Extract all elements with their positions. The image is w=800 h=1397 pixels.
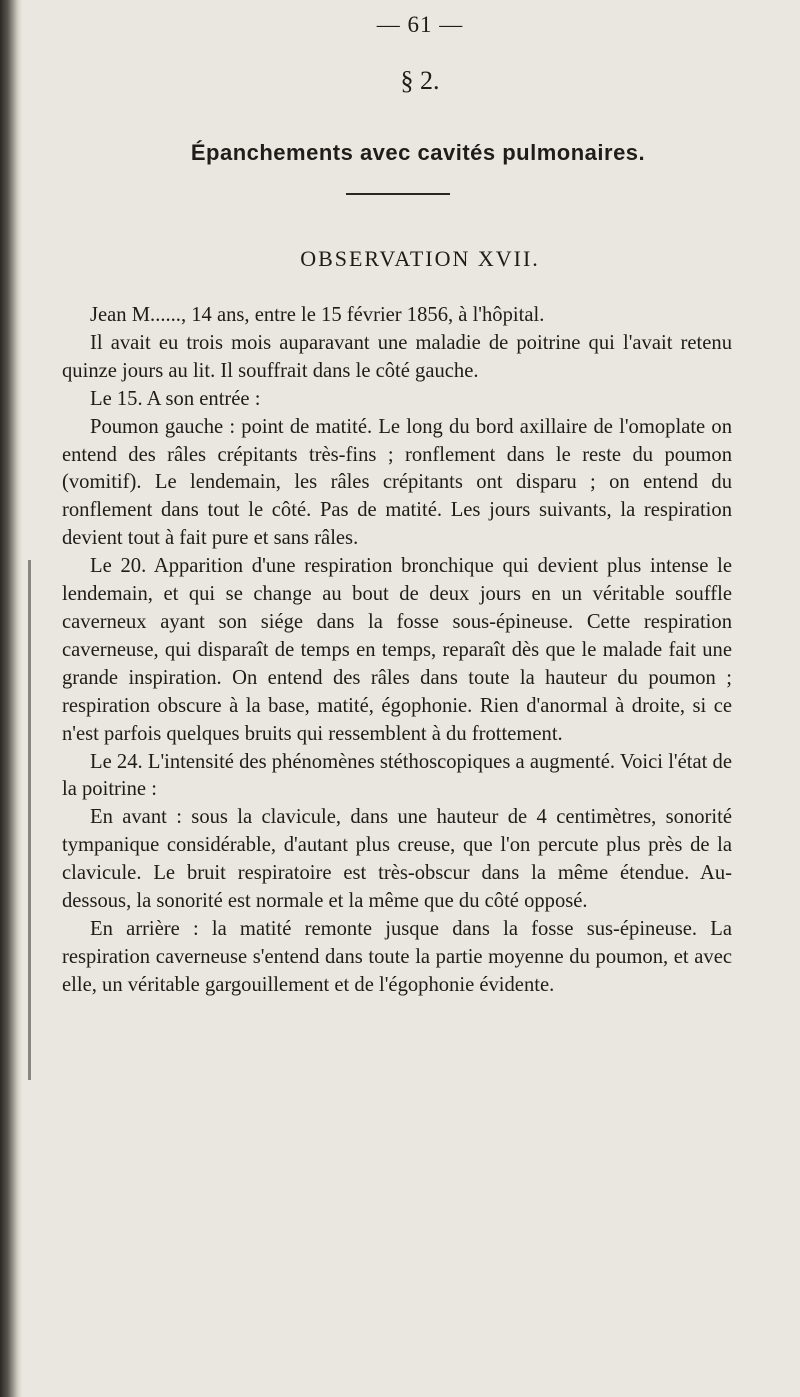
page-number: — 61 — (376, 12, 464, 37)
body-text (62, 302, 732, 1000)
paragraph: Le 20. Apparition d'une respiration bronchique qui devient plus intense le lendemain, et qui se change au bout de deux jours en un véritable souffle caverneux ayant son siége dans la fosse sous-épineuse. Cette respiration caverneuse, qui disparaît de temps en temps, reparaît dès que le malade fait une grande inspiration. On entend des râles dans toute la hauteur du poumon ; respiration obscure à la base, matité, égophonie. Rien d'anormal à droite, si ce n'est parfois quelques bruits qui ressemblent à du frottement. (62, 555, 732, 745)
chapter-title: Épanchements avec cavités pulmonaires. (190, 140, 646, 165)
paragraph: Poumon gauche : point de matité. Le long du bord axillaire de l'omoplate on entend des râles crépitants très-fins ; ronflement dans le reste du poumon (vomitif). Le lendemain, les râles crépitants ont disparu ; on entend du ronflement dans tout le côté. Pas de matité. Les jours suivants, la respiration devient tout à fait pure et sans râles. (62, 415, 732, 550)
paragraph: En avant : sous la clavicule, dans une hauteur de 4 centimètres, sonorité tympanique considérable, d'autant plus creuse, que l'on percute plus près de la clavicule. Le bruit respiratoire est très-obscur dans la même étendue. Au-dessous, la sonorité est normale et la même que du côté opposé. (62, 806, 732, 913)
section-number: § 2. (400, 66, 440, 95)
paragraph: Le 15. A son entrée : (90, 387, 261, 410)
page-header (0, 12, 800, 38)
observation-title: OBSERVATION XVII. (300, 246, 540, 271)
page-binding-shadow (0, 0, 22, 1397)
divider-rule (346, 193, 450, 195)
paragraph: Le 24. L'intensité des phénomènes stéthoscopiques a augmenté. Voici l'état de la poitrine : (62, 750, 732, 801)
page-binding-edge (28, 560, 31, 1080)
paragraph: En arrière : la matité remonte jusque dans la fosse sus-épineuse. La respiration caverneuse s'entend dans toute la partie moyenne du poumon, et avec elle, un véritable gargouillement et de l'égophonie évidente. (62, 917, 732, 996)
paragraph: Il avait eu trois mois auparavant une maladie de poitrine qui l'avait retenu quinze jours au lit. Il souffrait dans le côté gauche. (62, 331, 732, 382)
paragraph: Jean M......, 14 ans, entre le 15 février 1856, à l'hôpital. (90, 304, 545, 326)
